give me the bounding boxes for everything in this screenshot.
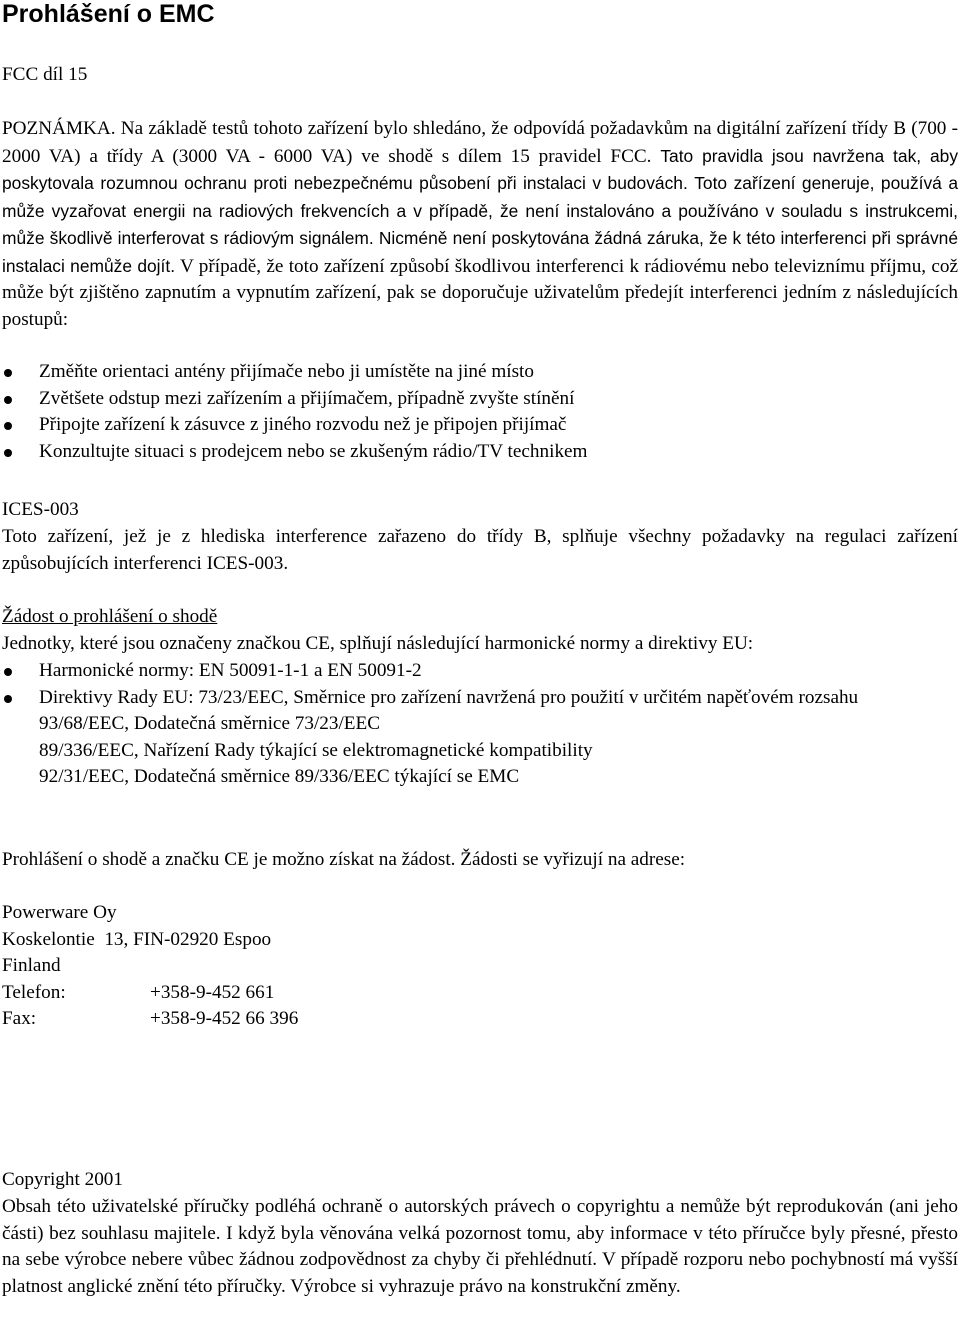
list-item: Změňte orientaci antény přijímače nebo ji umístěte na jiné místo — [2, 359, 958, 386]
bullet-icon — [4, 449, 12, 457]
fcc-recommendation-text: V případě, že toto zařízení způsobí škodlivou interferenci k rádiovému nebo televiznímu příjmu, což může být zjištěno zapnutím a vypnutím zařízení, pak se doporučuje uživatelům předejít interferenci jedním z následujících postupů: — [2, 255, 958, 330]
bullet-icon — [4, 396, 12, 404]
ices-heading: ICES-003 — [2, 499, 79, 520]
company-name: Powerware Oy — [2, 902, 117, 923]
list-item: Konzultujte situaci s prodejcem nebo se zkušeným rádio/TV technikem — [2, 439, 958, 466]
phone-row — [2, 980, 958, 1007]
fcc-notice-paragraph — [2, 116, 958, 333]
ices-text: Toto zařízení, jež je z hlediska interference zařazeno do třídy B, splňuje všechny požadavky na regulaci zařízení způsobujících interferenci ICES-003. — [2, 526, 958, 574]
sub-item: 93/68/EEC, Dodatečná směrnice 73/23/EEC — [39, 713, 381, 734]
bullet-icon — [4, 369, 12, 377]
phone-label: Telefon: — [2, 981, 66, 1003]
conformity-heading: Žádost o prohlášení o shodě — [2, 606, 218, 627]
copyright-heading: Copyright 2001 — [2, 1169, 123, 1190]
fcc-generation-sentence: Toto zařízení generuje, používá a může vyzařovat energii na radiových frekvencích a v případě, že není instalováno a používáno v souladu s instrukcemi, může škodlivě interferovat s rádiovým signálem. — [2, 173, 958, 248]
fcc-rules-sentence: Tato pravidla jsou navržena tak, aby poskytovala rozumnou ochranu proti nebezpečnému působení při instalaci v budovách. — [2, 145, 959, 193]
fax-number: +358-9-452 66 396 — [150, 1008, 299, 1029]
fcc-heading: FCC díl 15 — [2, 64, 88, 85]
fax-row — [2, 1006, 958, 1033]
fcc-notice-text: POZNÁMKA. Na základě testů tohoto zařízení bylo shledáno, že odpovídá požadavkům na digitální zařízení třídy B (700 - 2000 VA) a třídy A (3000 VA - 6000 VA) ve shodě s dílem 15 pravidel FCC. — [2, 118, 958, 167]
street-address: Koskelontie 13, FIN-02920 Espoo — [2, 928, 272, 950]
conformity-intro: Jednotky, které jsou označeny značkou CE, splňují následující harmonické normy a direktivy EU: — [2, 633, 754, 654]
list-item: Direktivy Rady EU: 73/23/EEC, Směrnice pro zařízení navržená pro použití v určitém napěťovém rozsahu 93/68/EEC, Dodatečná směrnice 73/23/EEC 89/336/EEC, Nařízení Rady týkající se elektromagnetické kompatibility 92/31/EEC, Dodatečná směrnice 89/336/EEC týkající se EMC — [2, 685, 958, 791]
conformity-list — [2, 658, 958, 791]
country: Finland — [2, 955, 61, 976]
sub-item: 92/31/EEC, Dodatečná směrnice 89/336/EEC týkající se EMC — [39, 766, 520, 787]
page-title: Prohlášení o EMC — [2, 0, 215, 28]
list-item: Zvětšete odstup mezi zařízením a přijímačem, případně zvyšte stínění — [2, 386, 958, 413]
fcc-measures-list — [2, 359, 958, 465]
phone-number: +358-9-452 661 — [150, 981, 275, 1003]
fcc-no-guarantee-sentence: Nicméně není poskytována žádná záruka, že k této interferenci při správné instalaci nemůže dojít. — [2, 228, 958, 276]
address-block — [2, 900, 958, 1033]
fax-label: Fax: — [2, 1008, 37, 1029]
bullet-icon — [4, 695, 12, 703]
bullet-icon — [4, 668, 12, 676]
sub-item: 89/336/EEC, Nařízení Rady týkající se elektromagnetické kompatibility — [39, 739, 593, 761]
list-item: Harmonické normy: EN 50091-1-1 a EN 50091-2 — [2, 658, 958, 685]
bullet-icon — [4, 422, 12, 430]
copyright-text: Obsah této uživatelské příručky podléhá ochraně o autorských právech o copyrightu a nemůže být reprodukován (ani jeho části) bez souhlasu majitele. I když byla věnována velká pozornost tomu, aby informace v této příručce byly přesné, přesto na sebe výrobce nebere vůbec žádnou zodpovědnost za chyby či přehlédnutí. V případě rozporu nebo pochybností má vyšší platnost anglické znění této příručky. Výrobce si vyhrazuje právo na konstrukční změny. — [2, 1196, 958, 1297]
conformity-request: Prohlášení o shodě a značku CE je možno získat na žádost. Žádosti se vyřizují na adrese: — [2, 849, 686, 870]
list-item: Připojte zařízení k zásuvce z jiného rozvodu než je připojen přijímač — [2, 412, 958, 439]
